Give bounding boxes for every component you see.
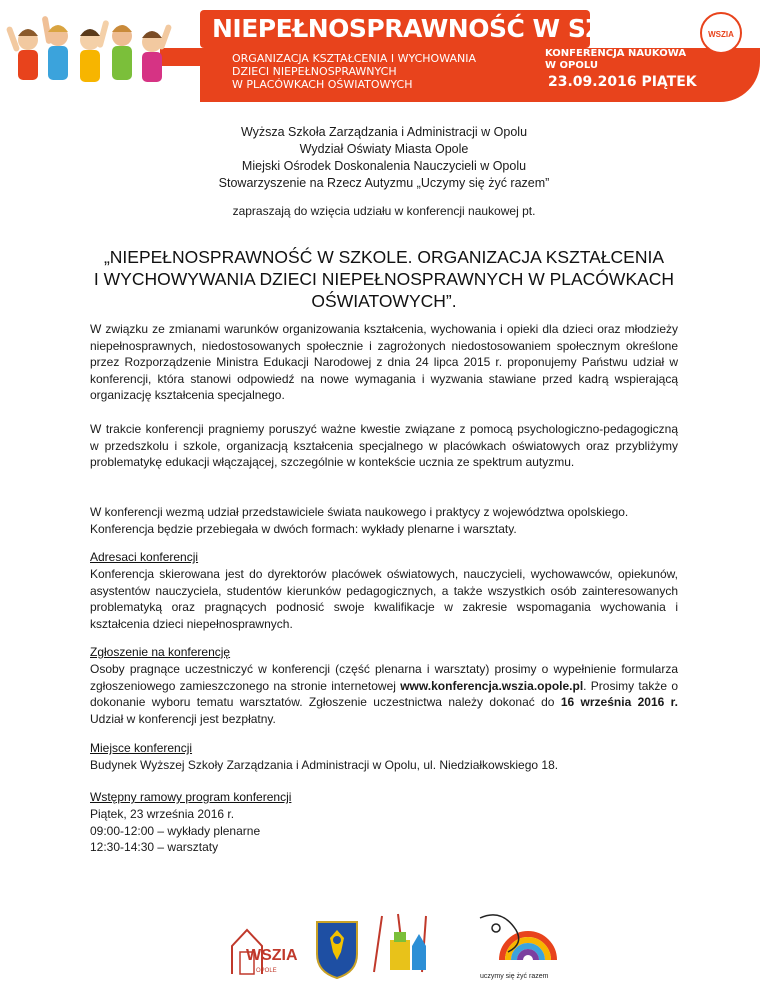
- registration-text: Osoby pragnące uczestniczyć w konferencji (część plenarna i warsztaty) prosimy o wypełnienie formularza zgłoszeniowego zamieszczonego na stronie internetowej www.konferencja.wszia.opole.pl. Prosimy także o dokonanie wyboru tematu warsztatów. Zgłoszenie uczestnictwa należy dokonać do 16 września 2016 r. Udział w konferencji jest bezpłatny.: [90, 662, 679, 726]
- program-item: 09:00-12:00 – wykłady plenarne: [90, 823, 261, 838]
- wszia-logo: [212, 916, 312, 980]
- wszia-logo-sub: OPOLE: [256, 968, 277, 974]
- banner-title: NIEPEŁNOSPRAWNOŚĆ W SZKOLE: [212, 14, 674, 43]
- topics-paragraph: W trakcie konferencji pragniemy poruszyć ważne kwestie związane z pomocą psychologiczno-pedagogiczną w przedszkolu i szkole, organizacją kształcenia specjalnego w placówkach oświatowych oraz przybliżymy problematykę edukacji włączającej, szczególnie w kontekście ucznia ze spektrum autyzmu.: [90, 422, 678, 470]
- venue-text: Budynek Wyższej Szkoły Zarządzania i Administracji w Opolu, ul. Niedziałkowskiego 18.: [90, 758, 559, 772]
- wszia-badge-logo: [700, 12, 742, 54]
- program-item: 12:30-14:30 – warsztaty: [90, 840, 219, 855]
- conference-banner: [0, 0, 768, 104]
- wszia-badge-text: WSZIA: [708, 30, 734, 39]
- autism-association-logo: [472, 908, 564, 988]
- autism-logo-text: uczymy się żyć razem: [480, 973, 549, 980]
- registration-link[interactable]: www.konferencja.wszia.opole.pl: [400, 678, 584, 693]
- registration-heading: Zgłoszenie na konferencję: [90, 645, 231, 659]
- organizers-list: [0, 124, 768, 192]
- addressees-heading: Adresaci konferencji: [90, 550, 199, 564]
- organizer-line: Stowarzyszenie na Rzecz Autyzmu „Uczymy się żyć razem”: [218, 176, 550, 190]
- modn-logo: [368, 908, 452, 982]
- organizer-line: Miejski Ośrodek Doskonalenia Nauczycieli w Opolu: [241, 159, 527, 173]
- opole-coat-of-arms: [314, 918, 360, 980]
- banner-subtitle: ORGANIZACJA KSZTAŁCENIA I WYCHOWANIA DZIECI NIEPEŁNOSPRAWNYCH W PLACÓWKACH OŚWIATOWYCH: [232, 52, 477, 91]
- banner-date: 23.09.2016 PIĄTEK: [548, 74, 697, 90]
- intro-paragraph: W związku ze zmianami warunków organizowania kształcenia, wychowania i opieki dla dzieci oraz młodzieży niepełnosprawnych, niedostosowanych społecznie i zagrożonych niedostosowaniem społecznym określone przez Rozporządzenie Ministra Edukacji Narodowej z dnia 24 lipca 2015 r. proponujemy Państwu udział w konferencji, która stanowi odpowiedź na nowe wymagania i wyzwania stawiane przed kadrą wspierającą organizację kształcenia specjalnego.: [90, 322, 678, 403]
- participants-paragraph: W konferencji wezmą udział przedstawiciele świata naukowego i praktycy z województwa opolskiego. Konferencja będzie przebiegała w dwóch formach: wykłady plenarne i warsztaty.: [90, 505, 629, 536]
- invitation-text: zapraszają do wzięcia udziału w konferencji naukowej pt.: [232, 204, 536, 218]
- program-item: Piątek, 23 września 2016 r.: [90, 807, 235, 821]
- conference-title: „NIEPEŁNOSPRAWNOŚĆ W SZKOLE. ORGANIZACJA KSZTAŁCENIA I WYCHOWYWANIA DZIECI NIEPEŁNOSPRAWNYCH W PLACÓWKACH OŚWIATOWYCH”.: [93, 247, 675, 311]
- wszia-badge-icon: [702, 14, 740, 52]
- venue-heading: Miejsce konferencji: [90, 741, 193, 755]
- wszia-logo-text: WSZIA: [246, 947, 298, 964]
- banner-conference-label: KONFERENCJA NAUKOWA W OPOLU: [545, 48, 687, 71]
- addressees-text: Konferencja skierowana jest do dyrektorów placówek oświatowych, nauczycieli, wychowawców, opiekunów, asystentów nauczyciela, studentów kierunków pedagogicznych, a także wszystkich osób zainteresowanych problematyką oraz pragnących podnosić swoje kwalifikacje w zakresie wspomagania wychowania i kształcenia dzieci niepełnosprawnych.: [90, 567, 678, 631]
- children-illustration: [0, 6, 200, 102]
- organizer-line: Wyższa Szkoła Zarządzania i Administracji w Opolu: [240, 125, 528, 139]
- organizer-line: Wydział Oświaty Miasta Opole: [299, 142, 469, 156]
- program-heading: Wstępny ramowy program konferencji: [90, 790, 292, 804]
- registration-deadline: 16 września 2016 r.: [560, 695, 679, 710]
- program-list: [90, 806, 678, 856]
